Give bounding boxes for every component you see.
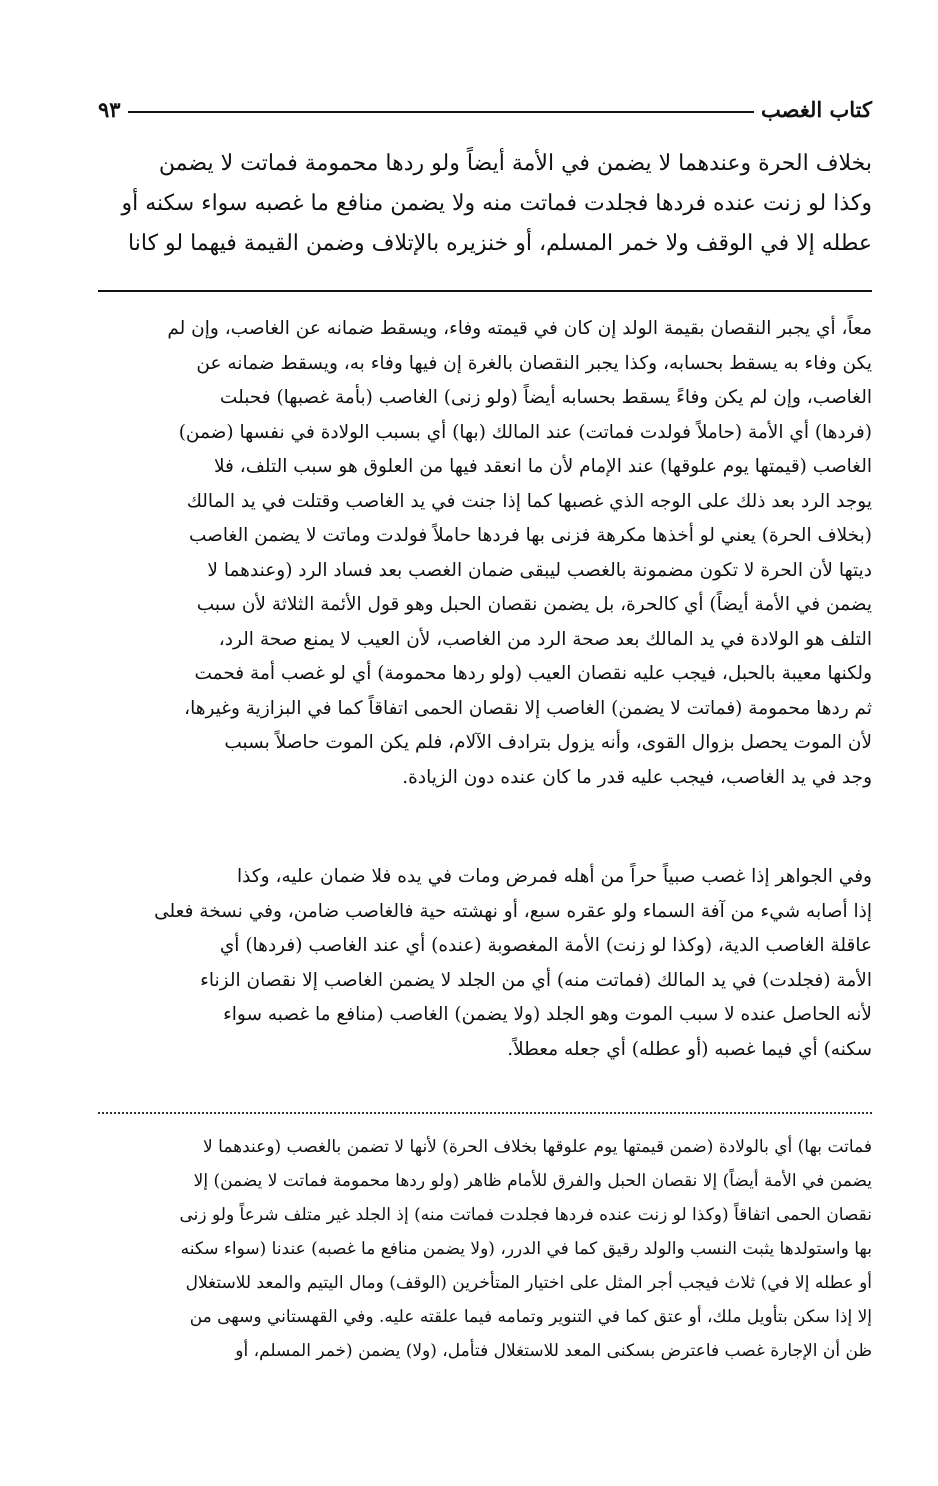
footnote-line: ظن أن الإجارة غصب فاعترض بسكنى المعد للاستغلال فتأمل، (ولا) يضمن (خمر المسلم، أو [235,1341,872,1361]
commentary-line: معاً، أي يجبر النقصان بقيمة الولد إن كان في قيمته وفاء، ويسقط ضمانه عن الغاصب، وإن لم [167,318,872,339]
commentary-line: سكنه) أي فيما غصبه (أو عطله) أي جعله معطلاً. [507,1038,872,1060]
footnote-line: أو عطله إلا في) ثلاث فيجب أجر المثل على اختيار المتأخرين (الوقف) ومال اليتيم والمعد للاستغلال [185,1273,872,1293]
footnote-line: يضمن في الأمة أيضاً) إلا نقصان الحبل والفرق للأمام ظاهر (ولو ردها محمومة فماتت لا يضمن) إلا [193,1171,872,1191]
main-text-line: عطله إلا في الوقف ولا خمر المسلم، أو خنزيره بالإتلاف وضمن القيمة فيهما لو كانا [128,231,872,256]
header-rule [128,111,754,113]
running-header [98,96,872,126]
commentary-line: ثم ردها محمومة (فماتت لا يضمن) الغاصب إلا نقصان الحمى اتفاقاً كما في البزازية وغيرها، [184,697,872,719]
footnote-line: إلا إذا سكن بتأويل ملك، أو عتق كما في التنوير وتمامه فيما علقته عليه. وفي القهستاني وسهى من [189,1307,872,1327]
commentary-paragraph-2 [98,860,872,1067]
main-text [98,144,872,264]
footnote-text [98,1130,872,1368]
commentary-line: (بخلاف الحرة) يعني لو أخذها مكرهة فزنى بها فردها حاملاً فولدت وماتت لا يضمن الغاصب [189,525,872,546]
chapter-title: كتاب الغصب [760,97,872,122]
commentary-line: يكن وفاء به يسقط بحسابه، وكذا يجبر النقصان بالغرة إن فيها وفاء به، ويسقط ضمانه عن [196,352,872,374]
commentary-line: وفي الجواهر إذا غصب صبياً حراً من أهله فمرض ومات في يده فلا ضمان عليه، وكذا [237,866,872,887]
commentary-line: عاقلة الغاصب الدية، (وكذا لو زنت) الأمة المغصوبة (عنده) أي عند الغاصب (فردها) أي [219,935,872,956]
commentary-line: الغاصب، وإن لم يكن وفاءً يسقط بحسابه أيضاً (ولو زنى) الغاصب (بأمة غصبها) فحبلت [219,387,872,408]
footnote-divider [98,1112,872,1114]
commentary-line: لأنه الحاصل عنده لا سبب الموت وهو الجلد (ولا يضمن) الغاصب (منافع ما غصبه سواء [223,1004,872,1025]
commentary-line: وجد في يد الغاصب، فيجب عليه قدر ما كان عنده دون الزيادة. [402,766,872,788]
main-text-line: بخلاف الحرة وعندهما لا يضمن في الأمة أيضاً ولو ردها محمومة فماتت لا يضمن [158,151,872,176]
commentary-line: يضمن في الأمة أيضاً) أي كالحرة، بل يضمن نقصان الحبل وهو قول الأئمة الثلاثة لأن سبب [196,594,872,615]
commentary-line: (فردها) أي الأمة (حاملاً فولدت فماتت) عند المالك (بها) أي بسبب الولادة في نفسها (ضمن) [178,421,872,443]
commentary-line: يوجد الرد بعد ذلك على الوجه الذي غصبها كما إذا جنت في يد الغاصب وقتلت في يد المالك [186,490,872,512]
commentary-line: ولكنها معيبة بالحبل، فيجب عليه نقصان العيب (ولو ردها محمومة) أي لو غصب أمة فحمت [194,663,872,684]
footnote-line: فماتت بها) أي بالولادة (ضمن قيمتها يوم علوقها بخلاف الحرة) لأنها لا تضمن بالغصب (وعندهما لا [203,1137,872,1157]
footnote-line: بها واستولدها يثبت النسب والولد رقيق كما في الدرر، (ولا يضمن منافع ما غصبه) عندنا (سواء سكنه [180,1239,872,1259]
commentary-line: لأن الموت يحصل بزوال القوى، وأنه يزول بترادف الآلام، فلم يكن الموت حاصلاً بسبب [224,732,872,753]
commentary-line: الغاصب (قيمتها يوم علوقها) عند الإمام لأن ما انعقد فيها من العلوق هو سبب التلف، فلا [214,456,872,477]
commentary-line: الأمة (فجلدت) في يد المالك (فماتت منه) أي من الجلد لا يضمن الغاصب إلا نقصان الزناء [200,969,872,991]
main-text-divider [98,290,872,292]
commentary-text [98,312,872,795]
footnote-line: نقصان الحمى اتفاقاً (وكذا لو زنت عنده فردها فجلدت فماتت منه) إذ الجلد غير متلف شرعاً ولو زنى [179,1205,872,1225]
page-number: ٩٣ [98,97,121,122]
main-text-line: وكذا لو زنت عنده فردها فجلدت فماتت منه ولا يضمن منافع ما غصبه سواء سكنه أو [121,191,872,216]
commentary-line: التلف هو الولادة في يد المالك بعد صحة الرد من الغاصب، لأن العيب لا يمنع صحة الرد، [218,628,872,650]
commentary-line: ديتها لأن الحرة لا تكون مضمونة بالغصب ليبقى ضمان الغصب بعد فساد الرد (وعندهما لا [207,559,872,581]
commentary-line: إذا أصابه شيء من آفة السماء ولو عقره سبع، أو نهشته حية فالغاصب ضامن، وفي نسخة فعلى [154,900,872,922]
